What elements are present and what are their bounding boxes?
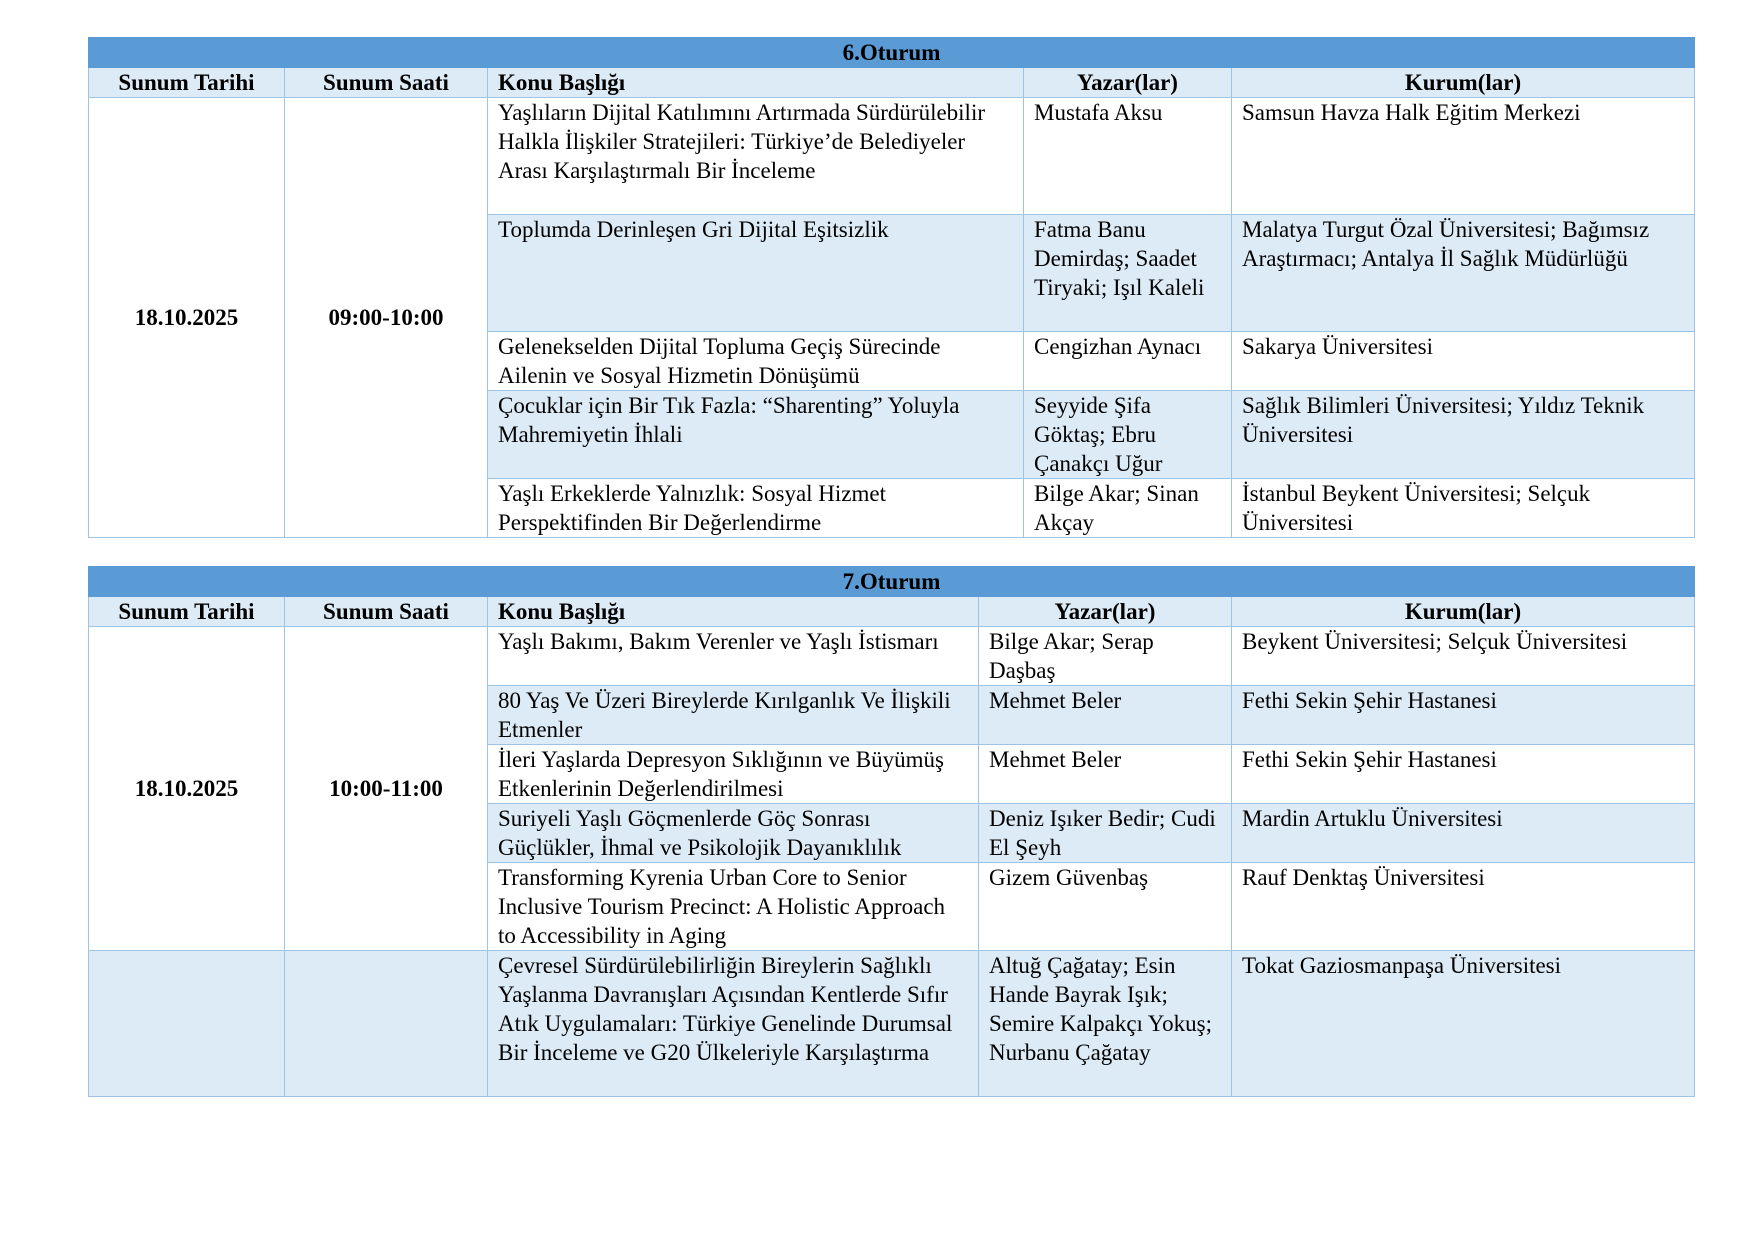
- paper-authors: Deniz Işıker Bedir; Cudi El Şeyh: [979, 804, 1232, 863]
- session-time: 09:00-10:00: [285, 98, 488, 538]
- paper-authors: Gizem Güvenbaş: [979, 863, 1232, 951]
- session-date: 18.10.2025: [89, 98, 285, 538]
- session-6-table: [88, 37, 1695, 538]
- col-header-authors: Yazar(lar): [979, 597, 1232, 627]
- paper-title: Yaşlı Bakımı, Bakım Verenler ve Yaşlı İstismarı: [488, 627, 979, 686]
- paper-authors: Seyyide Şifa Göktaş; Ebru Çanakçı Uğur: [1024, 391, 1232, 479]
- paper-institution: İstanbul Beykent Üniversitesi; Selçuk Üniversitesi: [1232, 479, 1695, 538]
- paper-institution: Sağlık Bilimleri Üniversitesi; Yıldız Teknik Üniversitesi: [1232, 391, 1695, 479]
- paper-institution: Tokat Gaziosmanpaşa Üniversitesi: [1232, 951, 1695, 1097]
- paper-authors: Altuğ Çağatay; Esin Hande Bayrak Işık; Semire Kalpakçı Yokuş; Nurbanu Çağatay: [979, 951, 1232, 1097]
- empty-time-cell: [285, 951, 488, 1097]
- col-header-date: Sunum Tarihi: [89, 68, 285, 98]
- col-header-time: Sunum Saati: [285, 597, 488, 627]
- empty-date-cell: [89, 951, 285, 1097]
- table-row: [89, 627, 1695, 686]
- paper-authors: Mustafa Aksu: [1024, 98, 1232, 215]
- table-row: [89, 951, 1695, 1097]
- paper-title: Çocuklar için Bir Tık Fazla: “Sharenting” Yoluyla Mahremiyetin İhlali: [488, 391, 1024, 479]
- session-title: 7.Oturum: [89, 567, 1695, 597]
- paper-authors: Mehmet Beler: [979, 686, 1232, 745]
- paper-institution: Fethi Sekin Şehir Hastanesi: [1232, 745, 1695, 804]
- paper-institution: Rauf Denktaş Üniversitesi: [1232, 863, 1695, 951]
- paper-institution: Mardin Artuklu Üniversitesi: [1232, 804, 1695, 863]
- paper-title: Suriyeli Yaşlı Göçmenlerde Göç Sonrası Güçlükler, İhmal ve Psikolojik Dayanıklılık: [488, 804, 979, 863]
- col-header-title: Konu Başlığı: [488, 68, 1024, 98]
- paper-authors: Bilge Akar; Sinan Akçay: [1024, 479, 1232, 538]
- paper-institution: Sakarya Üniversitesi: [1232, 332, 1695, 391]
- session-7-table: [88, 566, 1695, 1097]
- col-header-title: Konu Başlığı: [488, 597, 979, 627]
- col-header-institution: Kurum(lar): [1232, 597, 1695, 627]
- paper-authors: Fatma Banu Demirdaş; Saadet Tiryaki; Işıl Kaleli: [1024, 215, 1232, 332]
- paper-title: Gelenekselden Dijital Topluma Geçiş Sürecinde Ailenin ve Sosyal Hizmetin Dönüşümü: [488, 332, 1024, 391]
- paper-authors: Mehmet Beler: [979, 745, 1232, 804]
- paper-title: Yaşlıların Dijital Katılımını Artırmada Sürdürülebilir Halkla İlişkiler Stratejileri: Türkiye’de Belediyeler Arası Karşılaştırmalı Bir İnceleme: [488, 98, 1024, 215]
- paper-institution: Samsun Havza Halk Eğitim Merkezi: [1232, 98, 1695, 215]
- session-title: 6.Oturum: [89, 38, 1695, 68]
- paper-title: Transforming Kyrenia Urban Core to Senior Inclusive Tourism Precinct: A Holistic Approach to Accessibility in Aging: [488, 863, 979, 951]
- col-header-institution: Kurum(lar): [1232, 68, 1695, 98]
- col-header-authors: Yazar(lar): [1024, 68, 1232, 98]
- paper-institution: Malatya Turgut Özal Üniversitesi; Bağımsız Araştırmacı; Antalya İl Sağlık Müdürlüğü: [1232, 215, 1695, 332]
- paper-authors: Cengizhan Aynacı: [1024, 332, 1232, 391]
- col-header-time: Sunum Saati: [285, 68, 488, 98]
- paper-institution: Beykent Üniversitesi; Selçuk Üniversitesi: [1232, 627, 1695, 686]
- paper-title: Yaşlı Erkeklerde Yalnızlık: Sosyal Hizmet Perspektifinden Bir Değerlendirme: [488, 479, 1024, 538]
- session-time: 10:00-11:00: [285, 627, 488, 951]
- paper-title: Çevresel Sürdürülebilirliğin Bireylerin Sağlıklı Yaşlanma Davranışları Açısından Kentlerde Sıfır Atık Uygulamaları: Türkiye Genelinde Durumsal Bir İnceleme ve G20 Ülkeleriyle Karşılaştırma: [488, 951, 979, 1097]
- paper-title: İleri Yaşlarda Depresyon Sıklığının ve Büyümüş Etkenlerinin Değerlendirilmesi: [488, 745, 979, 804]
- paper-authors: Bilge Akar; Serap Daşbaş: [979, 627, 1232, 686]
- table-row: [89, 98, 1695, 215]
- session-date: 18.10.2025: [89, 627, 285, 951]
- paper-title: 80 Yaş Ve Üzeri Bireylerde Kırılganlık Ve İlişkili Etmenler: [488, 686, 979, 745]
- paper-institution: Fethi Sekin Şehir Hastanesi: [1232, 686, 1695, 745]
- paper-title: Toplumda Derinleşen Gri Dijital Eşitsizlik: [488, 215, 1024, 332]
- col-header-date: Sunum Tarihi: [89, 597, 285, 627]
